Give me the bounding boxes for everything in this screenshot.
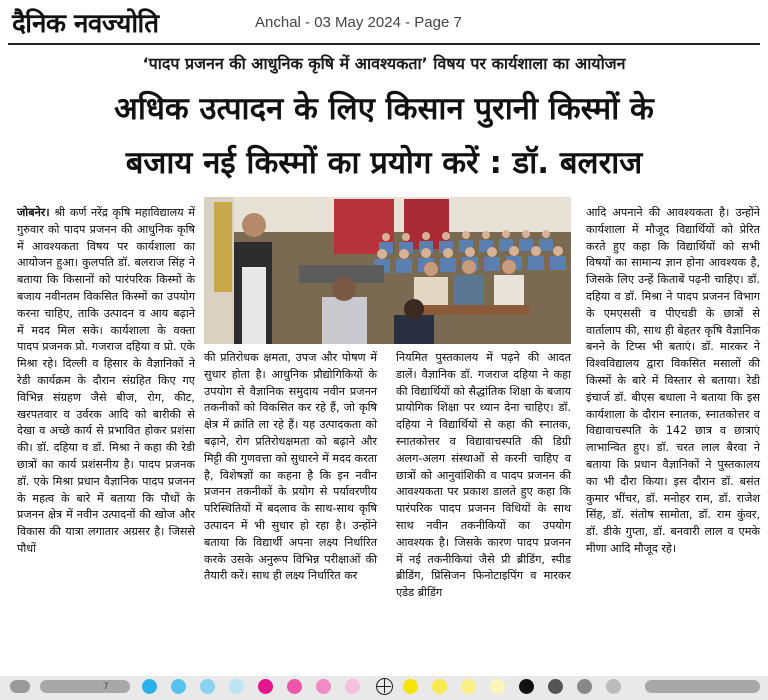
grey-bar-right	[645, 680, 760, 693]
column-3-text: नियमित पुस्तकालय में पढ़ने की आदत डालें। वैज्ञानिक डॉ. गजराज दहिया ने कहा की विद्यार्थियों को सैद्धांतिक शिक्षा के बजाय प्रायोगिक शिक्षा पर ध्यान देना चाहिए। डॉ. दहिया ने विद्यार्थियों से कहा की स्नातक, स्नातकोत्तर व विद्यावाचस्पति की डिग्री अलग-अलग संस्थाओं से करनी चाहिए व छात्रों को आनुवांशिकी व पादप प्रजनन की आवश्यकता पर प्रकाश डालते हुए कहा कि पारंपरिक पादप प्रजनन विधियों के साथ साथ नवीन तकनीकियों का उपयोग आवश्यक है। जिसके कारण पादप प्रजनन में नई तकनीकियां जैसे प्री ब्रीडिंग, स्पीड ब्रीडिंग, प्रिसिजन फिनोटाइपिंग व मारकर एडेड ब्रीडिंग	[396, 351, 571, 600]
workshop-photo-illustration	[204, 197, 571, 344]
newspaper-logo: दैनिक नवज्योति	[12, 9, 159, 39]
registration-mark-icon	[376, 678, 393, 695]
color-calibration-dot	[142, 679, 157, 694]
color-calibration-dot	[548, 679, 563, 694]
color-calibration-dot	[432, 679, 447, 694]
column-2-text: की प्रतिरोधक क्षमता, उपज और पोषण में सुधार होता है। आधुनिक प्रौद्योगिकियों के उपयोग से वैज्ञानिक समुदाय नवीन प्रजनन तकनीकों को विकसित कर रहे हैं, जो कृषि क्षेत्र में क्रांति ला रहे हैं। यह उत्पादकता को बढ़ाने, रोग प्रतिरोधक्षमता को बढ़ाने और मिट्टी की गुणवत्ता को सुधारने में मदद करता है, विशेषज्ञों का कहना है कि इन नवीन प्रजनन तकनीकों के प्रयोग से पर्यावरणीय परिस्थितियों में बदलाव के साथ-साथ कृषि उत्पादन में भी सुधार हो रहा है। उन्होंने बताया कि विद्यार्थी अपना लक्ष्य निर्धारित करके उसके अनुरूप विभिन्न परीक्षाओं की तैयारी करें। साथ ही लक्ष्य निर्धारित कर	[204, 351, 377, 583]
article-kicker: ‘पादप प्रजनन की आधुनिक कृषि में आवश्यकता’ विषय पर कार्यशाला का आयोजन	[142, 54, 626, 73]
color-calibration-dot	[345, 679, 360, 694]
grey-bar-left	[10, 680, 30, 693]
grey-bar	[40, 680, 130, 693]
color-calibration-dot	[577, 679, 592, 694]
article-column-3	[396, 350, 571, 675]
color-calibration-dot	[519, 679, 534, 694]
column-4-text: आदि अपनाने की आवश्यकता है। उन्होंने कार्यशाला में मौजूद विद्यार्थियों को प्रेरित करते हुए कहा कि विद्यार्थियों को सभी विषयों का सामान्य ज्ञान होना आवश्यक है, जिसके लिए उन्हें किताबें पढ़नी चाहिए। डॉ. दहिया व डॉ. मिश्रा ने पादप प्रजनन विभाग के एमएससी व पीएचडी के छात्रों से वार्तालाप की, साथ ही बेहतर कृषि वैज्ञानिक बनने के टिप्स भी बताएं। डॉ. मारकर ने विश्वविद्यालय द्वारा विकसित मसालों की किस्मों के बारे में विस्तार से बताया। रेडी इंचार्ज डॉ. बीएस बधाला ने बताया कि इस कार्यशाला के दौरान स्नातक, स्नातकोत्तर व विद्यावाचस्पति के 142 छात्र व छात्राएं लाभान्वित हुए। डॉ. चरत लाल बैरवा ने बताया कि प्रधान वैज्ञानिकों ने पुस्तकालय का भी दौरा किया। इस दौरान डॉ. बसंत कुमार भींचर, डॉ. मनोहर राम, डॉ. राजेश सिंह, डॉ. संतोष सामोता, डॉ. राम कुंवर, डॉ. डीके गुप्ता, डॉ. बनवारी लाल व एमके मीणा आदि मौजूद रहे।	[586, 206, 760, 555]
article-photo	[204, 197, 571, 344]
edition-info: Anchal - 03 May 2024 - Page 7	[255, 14, 462, 31]
color-calibration-dot	[200, 679, 215, 694]
color-calibration-dot	[171, 679, 186, 694]
article-column-1	[17, 205, 195, 675]
column-1-text: श्री कर्ण नरेंद्र कृषि महाविद्यालय में गुरुवार को पादप प्रजनन की आधुनिक कृषि में आवश्यकता विषय पर कार्यशाला का आयोजन हुआ। कुलपति डॉ. बलराज सिंह ने बताया कि किसानों को पारंपरिक किस्मों के बजाय नवीनतम विकसित किस्मों का उपयोग करना चाहिए, ताकि उत्पादन व आय बढ़ाने में मदद मिल सके। कार्यशाला के वक्ता पादप प्रजनक प्रो. गजराज दहिया व प्रो. एके मिश्रा रहे। दिल्ली व हिसार के वैज्ञानिकों ने रेडी कार्यक्रम के दौरान संग्रहित किए गए विभिन्न संग्रहण जैसे बीज, रोग, कीट, खरपतवार व उर्वरक आदि को बारीकी से देखा व अच्छे कार्य से प्रभावित होकर प्रशंसा की। डॉ. दहिया व डॉ. मिश्रा ने कहा की रेडी छात्रों का कार्य प्रशंसनीय है। पादप प्रजनक डॉ. एके मिश्रा प्रधान वैज्ञानिक पादप प्रजनन के महत्व के बारे में बताया कि पौधों के प्रजनन क्षेत्र में नवीन उत्पादनों की खोज और विकास की यात्रा लगातार अग्रसर है। जिससे पौधों	[17, 206, 195, 555]
color-calibration-dot	[229, 679, 244, 694]
color-calibration-dot	[606, 679, 621, 694]
color-calibration-dot	[403, 679, 418, 694]
color-calibration-dot	[316, 679, 331, 694]
headline-line-2: बजाय नई किस्मों का प्रयोग करें : डॉ. बलराज	[125, 145, 643, 181]
dateline: जोबनेर।	[17, 206, 50, 219]
print-color-strip	[0, 676, 768, 700]
color-calibration-dot	[258, 679, 273, 694]
article-headline	[0, 82, 768, 190]
color-calibration-dot	[461, 679, 476, 694]
masthead-rule	[8, 43, 760, 45]
masthead	[8, 4, 760, 44]
article-column-4	[586, 205, 760, 675]
page-number: 7	[103, 682, 109, 692]
headline-line-1: अधिक उत्पादन के लिए किसान पुरानी किस्मों के	[114, 91, 654, 127]
color-calibration-dot	[490, 679, 505, 694]
color-calibration-dot	[287, 679, 302, 694]
article-column-2	[204, 350, 377, 675]
